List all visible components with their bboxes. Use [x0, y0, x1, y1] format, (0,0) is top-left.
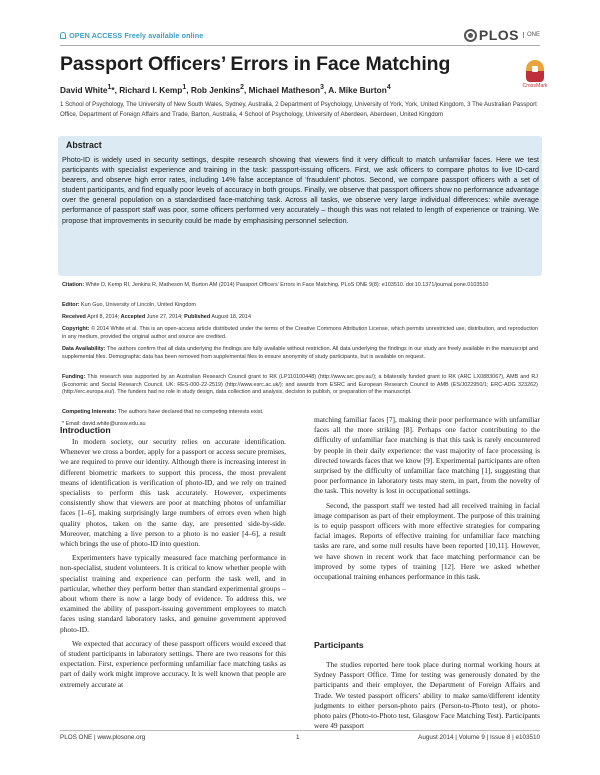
crossmark-badge[interactable] [520, 60, 550, 89]
data-availability [62, 346, 538, 361]
data-label: Data Availability: [62, 346, 106, 352]
crossmark-icon [526, 60, 544, 82]
dates [62, 314, 538, 322]
author[interactable]: David White$^1$* [60, 84, 115, 95]
abstract-heading: Abstract [66, 140, 102, 150]
received-date: April 8, 2014; [87, 314, 120, 320]
open-access-label [60, 31, 203, 40]
paragraph: Experimenters have typically measured face matching performance in non-specialist, student volunteers. It is critical to know whether people with specialist training and experience can perform the task well, and in particular, whether they perform better than standard experimental groups – about whom there is now a large body of evidence. To address this, we examined the ability of passport-issuing government employees to match faces using standard laboratory tasks, and genuine government approved photo-ID. [60, 553, 286, 634]
participants-column [314, 660, 540, 735]
header-rule [60, 45, 540, 46]
affiliations: 1 School of Psychology, The University of New South Wales, Sydney, Australia, 2 Department of Psychology, University of York, York, United Kingdom, 3 The Australian Passport Office, Department of Foreign Affairs and Trade, Barton, Australia, 4 School of Psychology, University of Aberdeen, Aberdeen, United Kingdom [60, 101, 537, 118]
plos-logo-icon [464, 29, 477, 42]
paragraph: The studies reported here took place during normal working hours at Sydney Passport Office. Time for testing was generously donated by the participants and their employer, the Department of Foreign Affairs and Trade. We tested passport officers’ ability to make same/different identity judgments to either person-photo pairs (Person-to-Photo test), or photo-photo pairs (Photo-to-Photo test, Glasgow Face Matching Test). Participants were 49 passport [314, 660, 540, 731]
competing-text: The authors have declared that no competing interests exist. [117, 409, 264, 415]
accepted-date: June 27, 2014; [146, 314, 183, 320]
crossmark-label: CrossMark [522, 83, 548, 89]
copyright-label: Copyright: [62, 326, 90, 332]
author-list: David White$^1$*, Richard I. Kemp$^1$, Rob Jenkins$^2$, Michael Matheson$^3$, A. Mike Burton$^4$ [60, 84, 391, 95]
citation-label: Citation: [62, 282, 85, 288]
paragraph: In modern society, our security relies on accurate identification. Whenever we cross a border, apply for a passport or access secure premises, we are required to prove our identity. Although there is increasing interest in different biometric markers to support this process, the most prevalent means of identification is verification of photo-ID, and we rely on trained specialists to perform this task accurately. However, experiments consistently show that viewers are poor at matching photos of unfamiliar faces [1–6], making surprisingly large numbers of errors even when high quality photos, taken on the same day, are presented side-by-side. Moreover, matching a live person to a photo is no easier [4–6], a result which brings the use of photo-ID into question. [60, 437, 286, 549]
competing-label: Competing Interests: [62, 409, 117, 415]
funding-text: This research was supported by an Australian Research Council grant to RK (LP110100448) (http://www.arc.gov.au/); a bilaterally funded grant to RK (ARC LX0883067), AMB and RJ (Economic and Social Research Council, UK: RES-000-22-2519) (http://www.esrc.ac.uk/); and awards from ESRC and European Research Council to AMB (ES/J022950/1; ERC-ADG 323262) (http://erc.europa.eu/). The funders had no role in study design, data collection and analysis, decision to publish, or preparation of the manuscript. [62, 374, 538, 396]
citation-text: White D, Kemp RI, Jenkins R, Matheson M, Burton AM (2014) Passport Officers’ Errors in Face Matching. PLoS ONE 9(8): e103510. doi:10.1371/journal.pone.0103510 [85, 282, 489, 288]
editor [62, 302, 538, 310]
open-access-text: OPEN ACCESS Freely available online [69, 31, 204, 40]
introduction-heading: Introduction [60, 425, 111, 435]
copyright [62, 326, 538, 341]
copyright-text: © 2014 White et al. This is an open-access article distributed under the terms of the Creative Commons Attribution License, which permits unrestricted use, distribution, and reproduction in any medium, provided the original author and source are credited. [62, 326, 539, 340]
journal-logo[interactable] [464, 27, 540, 43]
author[interactable]: Michael Matheson$^3$ [248, 84, 324, 95]
data-text: The authors confirm that all data underlying the findings are fully available without restriction. All data underlying the findings in our study are freely available in the manuscript and supplemental files. Demographic data has been removed from supplemental files to ensure anonymity of study participants, but is available on request. [62, 346, 538, 360]
editor-text: Kun Guo, University of Lincoln, United Kingdom [81, 302, 196, 308]
logo-word: PLOS [478, 27, 519, 43]
abstract-text: Photo-ID is widely used in security settings, despite research showing that viewers find it very difficult to match unfamiliar faces. Here we test participants with specialist experience and training in the task: passport-issuing officers. First, we ask officers to compare photos to live ID-card bearers, and observe high error rates, including 14% false acceptance of ‘fraudulent’ photos. Second, we compare passport officers with a set of student participants, and find equally poor levels of accuracy in both groups. Finally, we observe that passport officers show no performance advantage over the general population on a standardised face-matching task. Across all tasks, we observe very large individual differences: while average performance of passport staff was poor, some officers performed very accurately – though this was not related to length of experience or training. We propose that improvements in security could be made by emphasising personnel selection. [62, 156, 539, 225]
paragraph: Second, the passport staff we tested had all received training in facial image comparison as part of their employment. The purpose of this training is to equip passport officers with more effective strategies for comparing facial images. Reports of effective training for unfamiliar face matching tasks are rare, and some null results have been reported [10,11]. However, we have shown in recent work that face matching performance can be improved by some types of training [12]. Here we asked whether occupational training enhances performance in this task. [314, 500, 540, 582]
funding [62, 374, 538, 397]
editor-label: Editor: [62, 302, 80, 308]
left-column [60, 437, 286, 694]
footer-rule [60, 730, 540, 731]
author[interactable]: Richard I. Kemp$^1$ [119, 84, 187, 95]
accepted-label: Accepted [120, 314, 146, 320]
email: * Email: david.white@unsw.edu.au [62, 421, 146, 427]
right-column [314, 415, 540, 586]
funding-label: Funding: [62, 374, 86, 380]
published-label: Published [184, 314, 211, 320]
participants-heading: Participants [314, 640, 364, 650]
received-label: Received [62, 314, 86, 320]
open-lock-icon [60, 32, 66, 39]
author[interactable]: A. Mike Burton$^4$ [328, 84, 391, 95]
page-number: 1 [296, 734, 300, 741]
paragraph: matching familiar faces [7], making their poor performance with unfamiliar faces all the more striking [8]. Perhaps one factor contributing to the difficulty of unfamiliar face matching is that this task is rarely encountered by people in their daily experience: the vast majority of face processing is directed towards faces that we know [9]. Experimental participants are often surprised by the difficulty of unfamiliar face matching [1], suggesting that poor performance in laboratory tests may stem, in part, from the novelty of the task. This novelty is lost in occupational settings. [314, 415, 540, 496]
paragraph: We expected that accuracy of these passport officers would exceed that of student participants in laboratory settings. There are two reasons for this expectation. First, experience performing unfamiliar face matching tasks as part of daily work might improve accuracy. It is well known that people are extremely accurate at [60, 638, 286, 689]
author[interactable]: Rob Jenkins$^2$ [190, 84, 245, 95]
journal-header [60, 27, 540, 47]
published-date: August 18, 2014 [211, 314, 251, 320]
logo-sub: ONE [523, 32, 540, 38]
article-title: Passport Officers’ Errors in Face Matching [60, 53, 451, 75]
footer-issue: August 2014 | Volume 9 | Issue 8 | e103510 [418, 734, 540, 741]
citation [62, 282, 538, 290]
footer-journal[interactable]: PLOS ONE | www.plosone.org [60, 734, 146, 741]
